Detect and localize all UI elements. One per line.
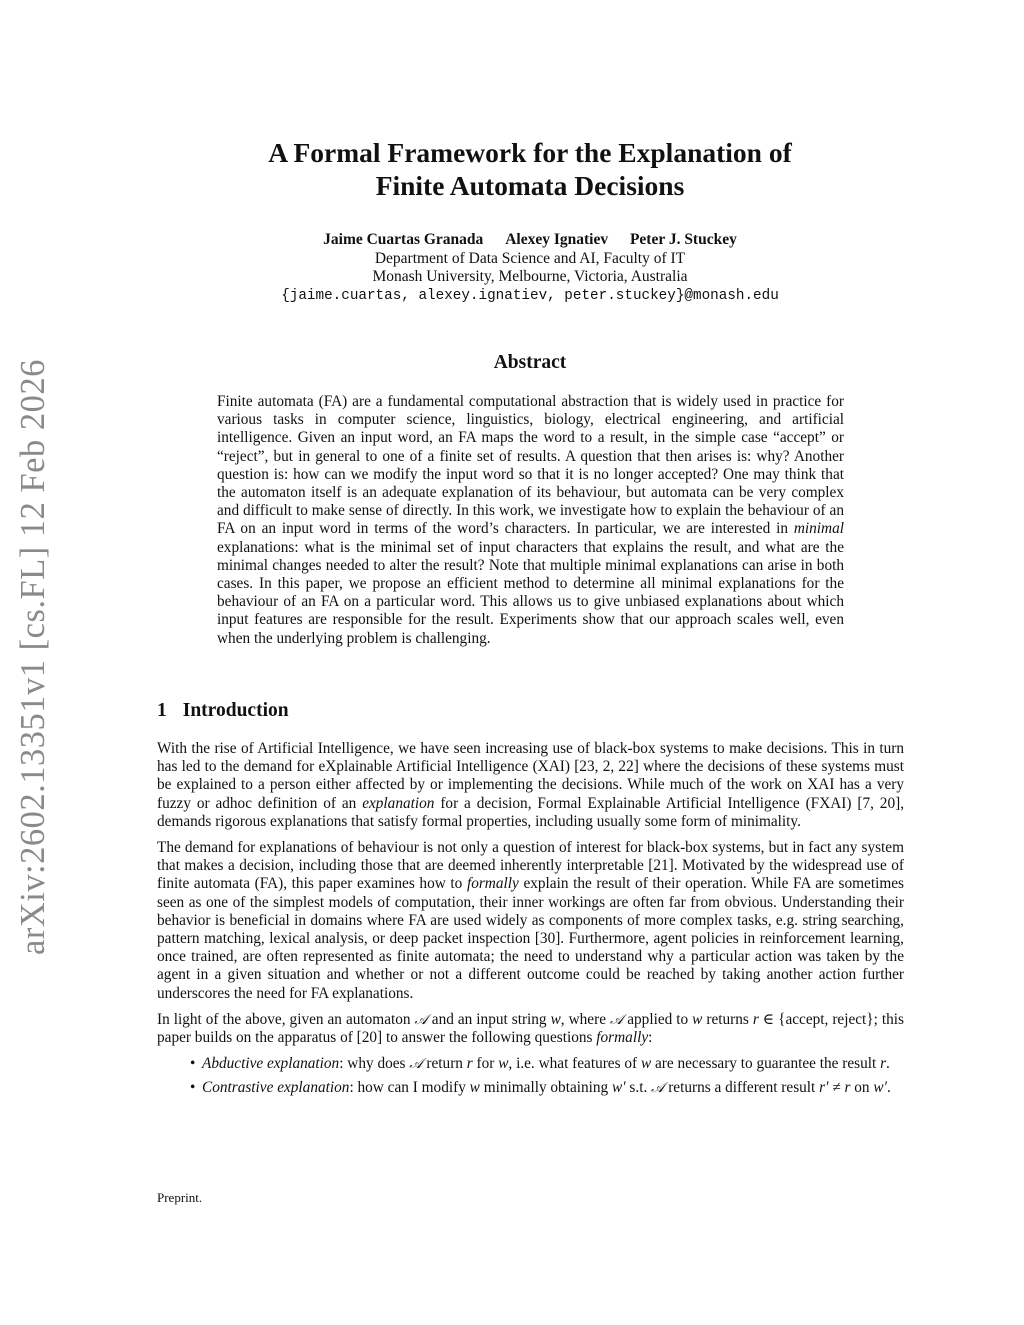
paper-title	[0, 136, 1024, 202]
p2-emphasis: formally	[466, 875, 519, 893]
abstract-heading: Abstract	[493, 352, 567, 373]
symbol-automaton: 𝒜	[414, 1011, 428, 1028]
symbol-w: w	[550, 1010, 561, 1028]
footer-note: Preprint.	[157, 1190, 203, 1205]
b2-text-e: on	[854, 1079, 870, 1097]
symbol-w: w	[692, 1010, 703, 1028]
symbol-r: r	[752, 1010, 759, 1028]
section-title: Introduction	[182, 700, 289, 721]
affiliation-line-2: Monash University, Melbourne, Victoria, Australia	[372, 268, 688, 285]
p3-emphasis: formally	[596, 1029, 649, 1047]
symbol-r-prime-neq-r: r′ ≠ r	[819, 1079, 851, 1097]
section-heading	[157, 700, 289, 722]
author-3: Peter J. Stuckey	[629, 231, 737, 248]
b2-text-end: .	[886, 1079, 891, 1097]
b1-text-end: .	[886, 1055, 890, 1073]
author-block	[0, 231, 1024, 305]
p3-text-e: returns	[706, 1010, 749, 1028]
b2-text-b: minimally obtaining	[483, 1079, 609, 1097]
symbol-r: r	[880, 1055, 887, 1073]
list-item-abductive	[202, 1055, 904, 1073]
b1-text-a: : why does	[339, 1055, 406, 1073]
question-list	[157, 1055, 904, 1097]
p3-text-b: and an input string	[431, 1010, 547, 1028]
p3-text-end: :	[648, 1029, 653, 1047]
symbol-element-of: ∈	[762, 1010, 775, 1028]
symbol-w-prime: w′	[612, 1079, 626, 1097]
b1-text-d: , i.e. what features of	[508, 1055, 638, 1073]
symbol-w-prime: w′	[873, 1079, 887, 1097]
author-1: Jaime Cuartas Granada	[323, 231, 484, 248]
paragraph-2	[157, 839, 904, 1003]
list-item-contrastive	[202, 1079, 904, 1097]
abstract-part-1: Finite automata (FA) are a fundamental computational abstraction that is widely used in practice for various tasks in computer science, linguistics, biology, electrical engineering, and artificial intelligence. Given an input word, an FA maps the word to a result, in the simple case “accept” or “reject”, but in general to one of a finite set of results. A question that then arises is: why? Another question is: how can we modify the input word so that it is no longer accepted? One may think that the automaton itself is an adequate explanation of its behaviour, but automata can be very complex and difficult to make sense of directly. In this work, we investigate how to explain the behaviour of an FA on an input word in terms of the word’s characters. In particular, we are interested in	[217, 393, 844, 538]
symbol-r: r	[466, 1055, 473, 1073]
introduction-body	[157, 740, 904, 1104]
p3-text-c: , where	[560, 1010, 606, 1028]
paragraph-3	[157, 1011, 904, 1047]
affiliation-line-1: Department of Data Science and AI, Faculty of IT	[374, 249, 686, 267]
p3-text-a: In light of the above, given an automaton	[157, 1010, 411, 1028]
p2-text-b: explain the result of their operation. While FA are sometimes seen as one of the simplest models of computation, their inner workings are often far from obvious. Understanding their behavior is beneficial in domains where FA are used widely as components of more complex tasks, e.g. string searching, pattern matching, lexical analysis, or deep packet inspection [30]. Furthermore, agent policies in reinforcement learning, once trained, are often represented as finite automata; the need to understand why a particular action was taken by the agent in a given situation and whether or not a different outcome could be reached by taking another action further underscores the need for FA explanations.	[157, 875, 904, 1002]
p1-emphasis: explanation	[362, 794, 435, 812]
p1-text-a: With the rise of Artificial Intelligence, we have seen increasing use of black-box systems to make decisions. This in turn has led to the demand for eXplainable Artificial Intelligence (XAI) [23, 2, 22] where the decisions of these systems must be explained to a person either affected by or implementing the decisions. While much of the work on XAI has a very fuzzy or adhoc definition of an	[157, 740, 904, 812]
symbol-automaton: 𝒜	[409, 1056, 423, 1073]
symbol-w: w	[640, 1055, 652, 1073]
abstract-part-2: explanations: what is the minimal set of input characters that explains the result, and what are the minimal changes needed to alter the result? Note that multiple minimal explanations can arise in both cases. In this paper, we propose an efficient method to determine all minimal explanations for the behaviour of an FA on a particular word. This allows us to give unbiased explanations about which input features are responsible for the result. Experiments show that our approach scales well, even when the underlying problem is challenging.	[217, 538, 844, 647]
b1-text-c: for	[476, 1055, 495, 1073]
abstract-text	[217, 393, 844, 648]
arxiv-identifier: arXiv:2602.13351v1 [cs.FL] 12 Feb 2026	[14, 359, 52, 955]
b1-text-e: are necessary to guarantee the result	[654, 1055, 877, 1073]
abstract-emphasis: minimal	[793, 520, 844, 538]
author-2: Alexey Ignatiev	[505, 231, 609, 248]
p1-text-b: for a decision, Formal Explainable Artificial Intelligence (FXAI) [7, 20], demands rigorous explanations that satisfy formal properties, including usually some form of minimality.	[157, 794, 905, 830]
title-line-2: Finite Automata Decisions	[375, 170, 685, 201]
b2-text-d: returns a different result	[668, 1079, 816, 1097]
title-line-1: A Formal Framework for the Explanation of	[268, 137, 792, 168]
symbol-w: w	[498, 1055, 509, 1073]
author-names	[0, 231, 1024, 250]
b2-text-a: : how can I modify	[349, 1079, 466, 1097]
abductive-label: Abductive explanation	[202, 1055, 340, 1073]
contrastive-label: Contrastive explanation	[202, 1079, 350, 1097]
b2-text-c: s.t.	[629, 1079, 648, 1097]
author-emails: {jaime.cuartas, alexey.ignatiev, peter.stuckey}@monash.edu	[281, 287, 779, 304]
p3-text-f: {accept, reject}; this paper builds on the apparatus of [20] to answer the following questions	[157, 1010, 904, 1047]
symbol-automaton: 𝒜	[651, 1080, 665, 1097]
section-number: 1	[157, 700, 167, 721]
p3-text-d: applied to	[627, 1010, 689, 1028]
symbol-automaton: 𝒜	[609, 1011, 624, 1028]
b1-text-b: return	[426, 1055, 463, 1073]
symbol-w: w	[469, 1079, 480, 1097]
p2-text-a: The demand for explanations of behaviour is not only a question of interest for black-box systems, but in fact any system that makes a decision, including those that are deemed inherently interpretable [21]. Motivated by the widespread use of finite automata (FA), this paper examines how to	[157, 839, 904, 893]
paragraph-1	[157, 740, 904, 831]
